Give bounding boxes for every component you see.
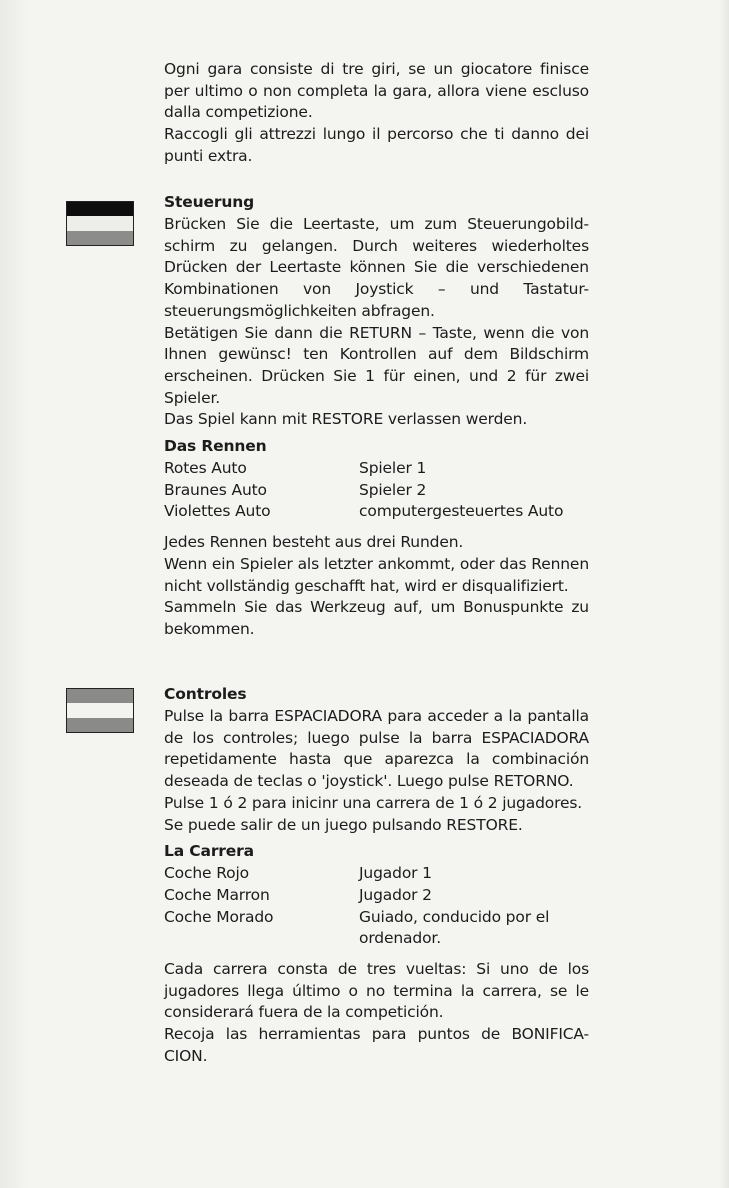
german-race-driver: Spieler 1 bbox=[359, 459, 427, 478]
spanish-heading: Controles bbox=[164, 685, 247, 703]
german-flag-icon bbox=[66, 201, 134, 246]
german-race-text: Jedes Rennen besteht aus drei Runden. Wenn ein Spieler als letzter ankommt, oder das Rennen nicht vollständig geschafft hat, wird er disqualifiziert. Sammeln Sie das Werkzeug auf, um Bonuspunkte zu bekommen. bbox=[164, 533, 589, 638]
spanish-race-car: Coche Morado bbox=[164, 907, 274, 926]
spanish-race-heading: La Carrera bbox=[164, 842, 254, 861]
german-race-driver: computergesteuertes Auto bbox=[359, 502, 564, 521]
spanish-race-driver: Jugador 1 bbox=[359, 864, 432, 883]
german-race-car: Braunes Auto bbox=[164, 480, 267, 499]
spanish-race-driver: Guiado, conducido por el ordenador. bbox=[359, 907, 550, 948]
page-edge-right bbox=[719, 0, 729, 1188]
german-race-heading: Das Rennen bbox=[164, 437, 267, 456]
spanish-flag-icon bbox=[66, 688, 134, 733]
german-race-car: Rotes Auto bbox=[164, 459, 247, 478]
german-race-car: Violettes Auto bbox=[164, 502, 271, 521]
italian-paragraph: Ogni gara consiste di tre giri, se un giocatore finisce per ultimo o non completa la gara, allora viene escluso dalla competizione. Raccogli gli attrezzi lungo il percorso che ti danno dei punti extra. bbox=[164, 60, 589, 165]
spanish-body: Pulse la barra ESPACIADORA para acceder a la pantalla de los controles; luego pulse la barra ESPACIADORA repetidamente hasta que aparezca la combinación deseada de teclas o 'joystick'. Luego pulse RETORNO. Pulse 1 ó 2 para inicinr una carrera de 1 ó 2 jugadores. Se puede salir de un juego pulsando RESTORE. bbox=[164, 707, 589, 834]
spanish-section bbox=[164, 683, 589, 1068]
german-body: Brücken Sie die Leertaste, um zum Steuerungobild-schirm zu gelangen. Durch weiteres wiederholtes Drücken der Leertaste können Sie die verschiedenen Kombinationen von Joystick – und Tastatur-steuerungsmöglichkeiten abfragen. Betätigen Sie dann die RETURN – Taste, wenn die von Ihnen gewünsc! ten Kontrollen auf dem Bildschirm erscheinen. Drücken Sie 1 für einen, und 2 für zwei Spieler. Das Spiel kann mit RESTORE verlassen werden. bbox=[164, 215, 589, 429]
spanish-race-table bbox=[164, 863, 589, 950]
italian-section bbox=[164, 59, 589, 168]
spanish-race-car: Coche Rojo bbox=[164, 864, 249, 883]
spanish-race-car: Coche Marron bbox=[164, 885, 270, 904]
german-race-driver: Spieler 2 bbox=[359, 480, 427, 499]
spanish-race-driver: Jugador 2 bbox=[359, 885, 432, 904]
german-heading: Steuerung bbox=[164, 193, 255, 211]
page-edge-left bbox=[0, 0, 28, 1188]
german-section bbox=[164, 191, 589, 641]
german-race-table bbox=[164, 458, 589, 523]
spanish-race-text: Cada carrera consta de tres vueltas: Si uno de los jugadores llega último o no termina la carrera, se le considerará fuera de la competición. Recoja las herramientas para puntos de BONIFICA-CION. bbox=[164, 960, 589, 1065]
